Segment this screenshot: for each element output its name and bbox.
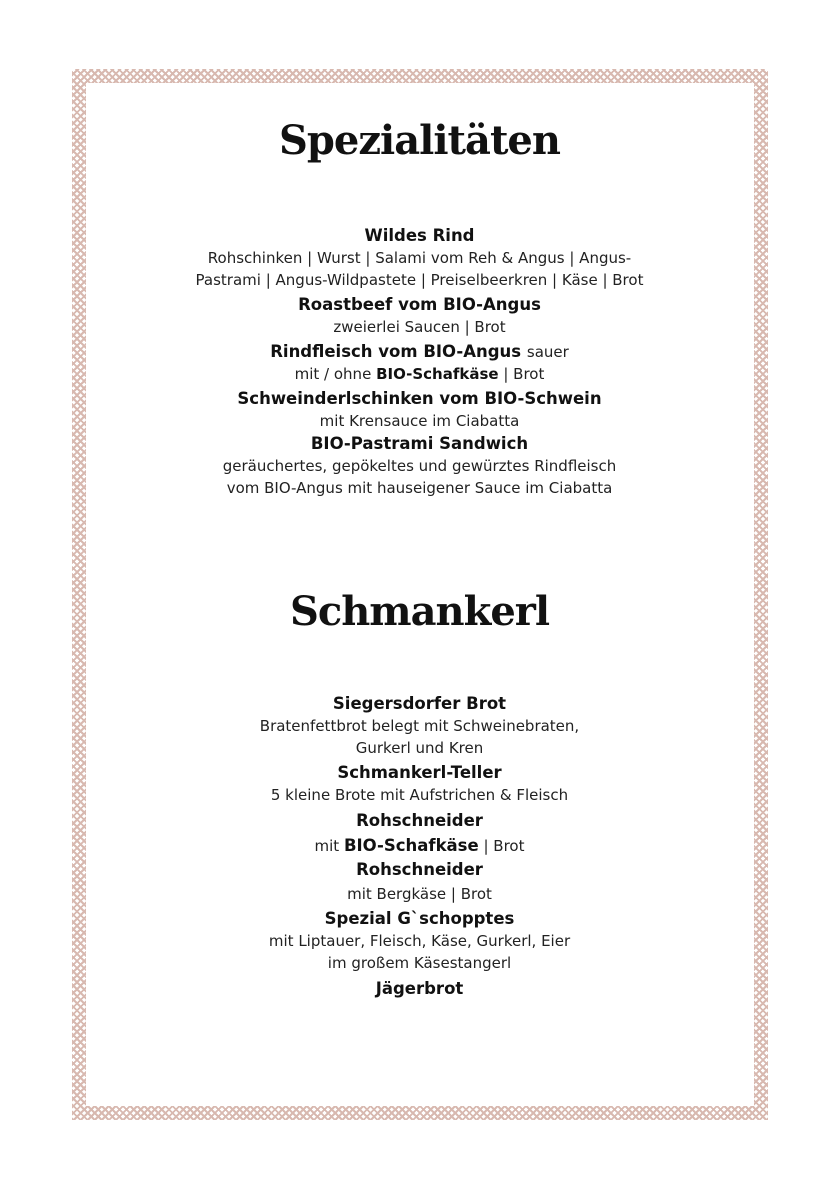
menu-item: [0, 388, 839, 432]
item-name: Schweinderlschinken vom BIO-Schwein: [237, 389, 602, 408]
item-name: BIO-Pastrami Sandwich: [310, 434, 529, 453]
menu-list-spezialitaeten: [0, 225, 839, 499]
menu-item: [0, 978, 839, 1000]
item-desc-line: [0, 835, 839, 857]
item-name: Roastbeef vom BIO-Angus: [298, 295, 541, 314]
menu-item: [0, 693, 839, 759]
section-title-schmankerl: Schmankerl: [289, 588, 550, 635]
item-desc-line: Rohschinken | Wurst | Salami vom Reh & Angus | Angus-: [207, 249, 632, 267]
item-desc-line: 5 kleine Brote mit Aufstrichen & Fleisch: [270, 786, 569, 804]
menu-item: [0, 225, 839, 291]
menu-item: [0, 433, 839, 499]
menu-item: [0, 762, 839, 806]
menu-item: [0, 908, 839, 974]
menu-item: [0, 810, 839, 857]
section-title-spezialitaeten: Spezialitäten: [279, 117, 560, 164]
item-name-row: [0, 341, 839, 363]
menu-item: [0, 859, 839, 905]
item-desc-line: zweierlei Saucen | Brot: [333, 318, 506, 336]
item-name: Rohschneider: [356, 811, 483, 830]
desc-pre: mit: [314, 837, 340, 855]
item-name-tail: sauer: [526, 343, 569, 361]
item-desc-line: vom BIO-Angus mit hauseigener Sauce im Ciabatta: [226, 479, 613, 497]
item-desc-line: Bratenfettbrot belegt mit Schweinebraten,: [259, 717, 580, 735]
item-name: Spezial G`schopptes: [324, 909, 515, 928]
item-name: Wildes Rind: [364, 226, 475, 245]
item-name: Schmankerl-Teller: [337, 763, 502, 782]
desc-bold: BIO-Schafkäse: [376, 365, 499, 383]
item-desc-line: [0, 363, 839, 385]
desc-bold: BIO-Schafkäse: [343, 836, 479, 855]
desc-post: | Brot: [503, 365, 545, 383]
item-desc-line: im großem Käsestangerl: [327, 954, 512, 972]
item-desc-line: mit Liptauer, Fleisch, Käse, Gurkerl, Eier: [268, 932, 571, 950]
item-name: Rohschneider: [356, 860, 483, 879]
desc-post: | Brot: [483, 837, 525, 855]
item-desc-line: Gurkerl und Kren: [355, 739, 484, 757]
item-desc-line: Pastrami | Angus-Wildpastete | Preiselbeerkren | Käse | Brot: [195, 271, 644, 289]
item-name: Siegersdorfer Brot: [332, 694, 507, 713]
item-desc-line: mit Krensauce im Ciabatta: [319, 412, 520, 430]
item-name: Jägerbrot: [375, 979, 464, 998]
item-desc-line: geräuchertes, gepökeltes und gewürztes Rindfleisch: [222, 457, 617, 475]
desc-pre: mit / ohne: [294, 365, 372, 383]
menu-item: [0, 341, 839, 385]
menu-item: [0, 294, 839, 338]
item-desc-line: mit Bergkäse | Brot: [347, 885, 492, 903]
menu-list-schmankerl: [0, 693, 839, 1000]
item-name: Rindfleisch vom BIO-Angus: [270, 342, 522, 361]
